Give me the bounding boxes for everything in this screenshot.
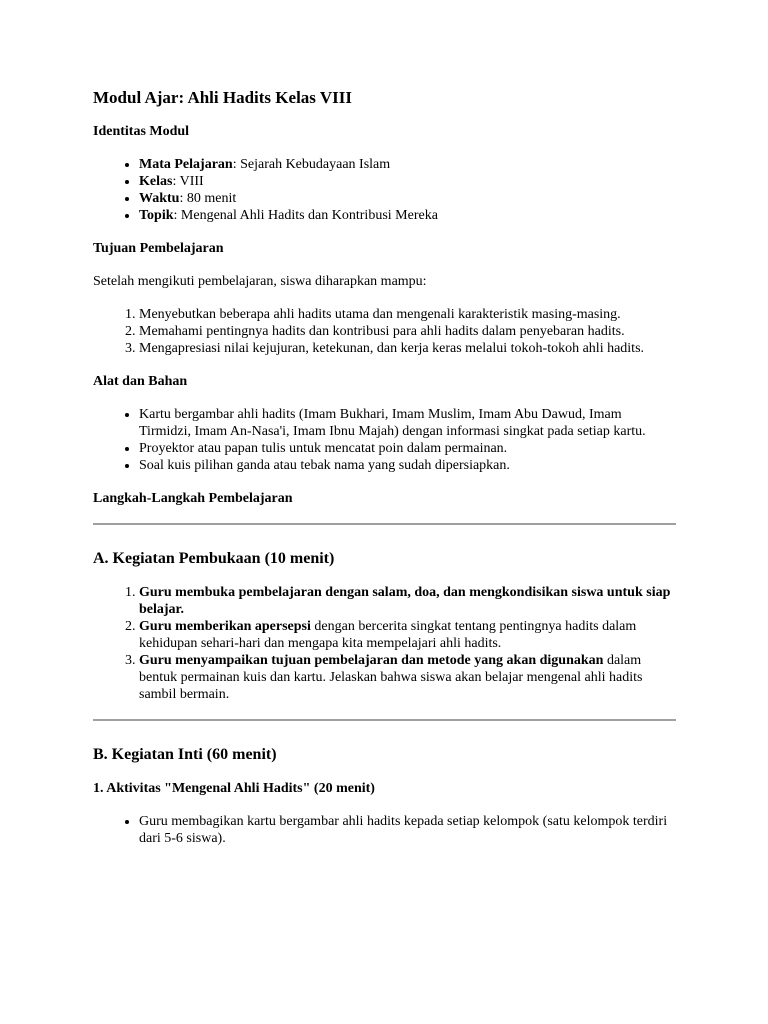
list-item [139, 618, 676, 652]
kegiatan-b-heading: B. Kegiatan Inti (60 menit) [93, 746, 277, 763]
list-item: • Kartu bergambar ahli hadits (Imam Bukhari, Imam Muslim, Imam Abu Dawud, Imam Tirmidzi, Imam An-Nasa'i, Imam Ibnu Majah) dengan informasi singkat pada setiap kartu. [139, 406, 676, 440]
list-item: • Proyektor atau papan tulis untuk mencatat poin dalam permainan. [139, 440, 676, 457]
document-title: Modul Ajar: Ahli Hadits Kelas VIII [93, 88, 352, 107]
item-bold-text: Guru memberikan apersepsi [139, 619, 311, 634]
langkah-heading: Langkah-Langkah Pembelajaran [93, 491, 293, 506]
list-item [139, 584, 676, 618]
item-value: : Sejarah Kebudayaan Islam [232, 157, 391, 172]
item-label: Mata Pelajaran [139, 157, 233, 172]
item-label: Topik [139, 208, 174, 223]
tujuan-intro: Setelah mengikuti pembelajaran, siswa diharapkan mampu: [93, 274, 427, 289]
item-text: dalam bentuk permainan kuis dan kartu. Jelaskan bahwa siswa akan belajar mengenal ahli hadits sambil bermain. [139, 653, 643, 702]
alat-list [93, 406, 676, 474]
identitas-list [93, 156, 676, 224]
item-label: Kelas [139, 174, 173, 189]
tujuan-list [93, 306, 676, 357]
list-item [139, 190, 676, 207]
document-content [93, 88, 676, 863]
list-item: • Soal kuis pilihan ganda atau tebak nama yang sudah dipersiapkan. [139, 457, 676, 474]
kegiatan-a-list [93, 584, 676, 703]
list-item: 3. Mengapresiasi nilai kejujuran, ketekunan, dan kerja keras melalui tokoh-tokoh ahli hadits. [139, 340, 676, 357]
item-value: : VIII [172, 174, 204, 189]
item-value: : 80 menit [179, 191, 237, 206]
item-value: : Mengenal Ahli Hadits dan Kontribusi Mereka [173, 208, 438, 223]
list-item: 2. Memahami pentingnya hadits dan kontribusi para ahli hadits dalam penyebaran hadits. [139, 323, 676, 340]
alat-heading: Alat dan Bahan [93, 374, 188, 389]
section-divider [93, 719, 676, 721]
kegiatan-b-subheading: 1. Aktivitas "Mengenal Ahli Hadits" (20 menit) [93, 781, 375, 796]
tujuan-heading: Tujuan Pembelajaran [93, 241, 224, 256]
item-text: dengan bercerita singkat tentang pentingnya hadits dalam kehidupan sehari-hari dan mengapa kita mempelajari ahli hadits. [139, 619, 637, 651]
kegiatan-b-list [93, 813, 676, 847]
kegiatan-a-heading: A. Kegiatan Pembukaan (10 menit) [93, 550, 335, 567]
item-bold-text: Guru membuka pembelajaran dengan salam, doa, dan mengkondisikan siswa untuk siap belajar. [139, 585, 671, 617]
list-item [139, 652, 676, 703]
list-item: 1. Menyebutkan beberapa ahli hadits utama dan mengenali karakteristik masing-masing. [139, 306, 676, 323]
list-item [139, 207, 676, 224]
item-label: Waktu [139, 191, 180, 206]
section-divider [93, 523, 676, 525]
list-item [139, 173, 676, 190]
list-item [139, 156, 676, 173]
item-bold-text: Guru menyampaikan tujuan pembelajaran dan metode yang akan digunakan [139, 653, 604, 668]
list-item: • Guru membagikan kartu bergambar ahli hadits kepada setiap kelompok (satu kelompok terdiri dari 5-6 siswa). [139, 813, 676, 847]
identitas-heading: Identitas Modul [93, 124, 190, 139]
